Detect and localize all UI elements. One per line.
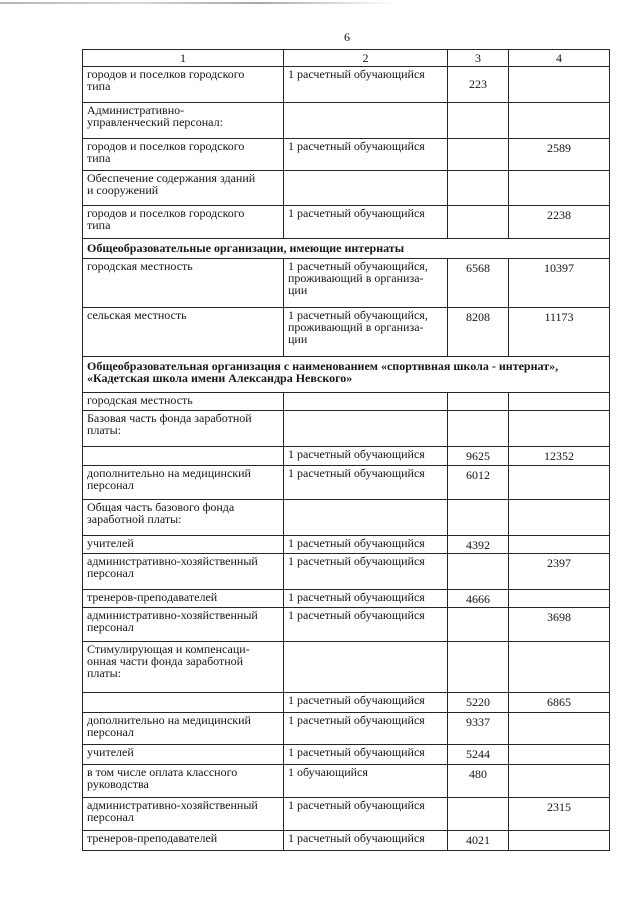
cell-unit xyxy=(284,393,448,411)
cell-unit: 1 расчетный обучающийся xyxy=(284,798,448,831)
cell-value-col4: 2397 xyxy=(509,554,610,590)
cell-value-col3: 5220 xyxy=(448,693,509,713)
cell-value-col4 xyxy=(509,500,610,536)
cell-category: учителей xyxy=(83,745,284,765)
cell-category: городов и поселков городского типа xyxy=(83,67,284,103)
table-row xyxy=(83,500,610,536)
cell-category xyxy=(83,693,284,713)
cell-value-col4 xyxy=(509,713,610,745)
cell-category: Обеспечение содержания зданий и сооружений xyxy=(83,171,284,206)
cell-unit: 1 обучающийся xyxy=(284,765,448,798)
cell-value-col3 xyxy=(448,411,509,447)
cell-value-col3: 8208 xyxy=(448,308,509,357)
scan-edge-artifact xyxy=(0,2,395,4)
cell-category: тренеров-преподавателей xyxy=(83,590,284,608)
cell-category: Базовая часть фонда заработной платы: xyxy=(83,411,284,447)
cell-value-col3 xyxy=(448,798,509,831)
column-number: 4 xyxy=(509,50,610,67)
cell-value-col3: 4392 xyxy=(448,536,509,554)
table-row xyxy=(83,447,610,466)
table-row xyxy=(83,608,610,642)
cell-value-col3 xyxy=(448,393,509,411)
table-row xyxy=(83,590,610,608)
cell-value-col3 xyxy=(448,171,509,206)
cell-category: административно-хозяйственный персонал xyxy=(83,608,284,642)
norms-table xyxy=(82,49,610,851)
cell-value-col3 xyxy=(448,500,509,536)
cell-value-col4 xyxy=(509,67,610,103)
cell-unit: 1 расчетный обучающийся xyxy=(284,139,448,171)
cell-value-col4 xyxy=(509,831,610,851)
cell-unit xyxy=(284,411,448,447)
cell-value-col3: 480 xyxy=(448,765,509,798)
table-row xyxy=(83,411,610,447)
table-row xyxy=(83,206,610,239)
cell-category: дополнительно на медицинский персонал xyxy=(83,466,284,500)
cell-unit: 1 расчетный обучающийся xyxy=(284,466,448,500)
cell-unit: 1 расчетный обучающийся xyxy=(284,831,448,851)
cell-value-col4 xyxy=(509,411,610,447)
cell-value-col3 xyxy=(448,642,509,693)
cell-unit: 1 расчетный обучающийся, проживающий в организа- ции xyxy=(284,259,448,308)
cell-category: городская местность xyxy=(83,259,284,308)
table-row xyxy=(83,393,610,411)
table-row xyxy=(83,693,610,713)
cell-value-col3 xyxy=(448,206,509,239)
cell-value-col4 xyxy=(509,536,610,554)
cell-unit: 1 расчетный обучающийся xyxy=(284,608,448,642)
cell-unit xyxy=(284,171,448,206)
table-row xyxy=(83,466,610,500)
cell-value-col3 xyxy=(448,608,509,642)
cell-category: учителей xyxy=(83,536,284,554)
cell-value-col4: 2589 xyxy=(509,139,610,171)
cell-value-col4 xyxy=(509,590,610,608)
cell-value-col4 xyxy=(509,171,610,206)
table-row xyxy=(83,536,610,554)
cell-unit: 1 расчетный обучающийся xyxy=(284,554,448,590)
section-title: Общеобразовательная организация с наименованием «спортивная школа - интернат», «Кадетская школа имени Александра Невского» xyxy=(83,357,610,393)
table-row xyxy=(83,745,610,765)
cell-unit: 1 расчетный обучающийся xyxy=(284,693,448,713)
cell-value-col4 xyxy=(509,393,610,411)
cell-unit: 1 расчетный обучающийся xyxy=(284,536,448,554)
cell-category: городов и поселков городского типа xyxy=(83,139,284,171)
section-header-row xyxy=(83,357,610,393)
cell-category: тренеров-преподавателей xyxy=(83,831,284,851)
cell-unit: 1 расчетный обучающийся xyxy=(284,713,448,745)
cell-category: дополнительно на медицинский персонал xyxy=(83,713,284,745)
cell-value-col3: 4021 xyxy=(448,831,509,851)
cell-value-col3: 5244 xyxy=(448,745,509,765)
cell-value-col3: 4666 xyxy=(448,590,509,608)
cell-category: Стимулирующая и компенсаци- онная части фонда заработной платы: xyxy=(83,642,284,693)
cell-value-col4: 2238 xyxy=(509,206,610,239)
column-number: 2 xyxy=(284,50,448,67)
column-number: 1 xyxy=(83,50,284,67)
cell-category: городская местность xyxy=(83,393,284,411)
cell-unit: 1 расчетный обучающийся xyxy=(284,590,448,608)
cell-value-col4: 10397 xyxy=(509,259,610,308)
cell-category: Общая часть базового фонда заработной платы: xyxy=(83,500,284,536)
cell-value-col4: 3698 xyxy=(509,608,610,642)
page-number: 6 xyxy=(344,30,350,44)
table-row xyxy=(83,308,610,357)
cell-category: Административно- управленческий персонал: xyxy=(83,103,284,139)
cell-unit: 1 расчетный обучающийся xyxy=(284,745,448,765)
table-row xyxy=(83,259,610,308)
table-row xyxy=(83,713,610,745)
cell-unit: 1 расчетный обучающийся xyxy=(284,67,448,103)
cell-category: сельская местность xyxy=(83,308,284,357)
cell-value-col4: 2315 xyxy=(509,798,610,831)
table-row xyxy=(83,67,610,103)
cell-unit xyxy=(284,103,448,139)
section-header-row xyxy=(83,239,610,259)
cell-value-col3 xyxy=(448,554,509,590)
cell-category: городов и поселков городского типа xyxy=(83,206,284,239)
cell-value-col4 xyxy=(509,103,610,139)
table-row xyxy=(83,171,610,206)
table-row xyxy=(83,765,610,798)
table-row xyxy=(83,798,610,831)
cell-unit: 1 расчетный обучающийся, проживающий в организа- ции xyxy=(284,308,448,357)
cell-value-col3: 6568 xyxy=(448,259,509,308)
table-row xyxy=(83,139,610,171)
cell-value-col3: 6012 xyxy=(448,466,509,500)
cell-value-col3 xyxy=(448,139,509,171)
table-row xyxy=(83,554,610,590)
cell-category: административно-хозяйственный персонал xyxy=(83,554,284,590)
cell-category: в том числе оплата классного руководства xyxy=(83,765,284,798)
cell-value-col4: 12352 xyxy=(509,447,610,466)
cell-value-col3: 9625 xyxy=(448,447,509,466)
cell-value-col4 xyxy=(509,745,610,765)
cell-unit xyxy=(284,500,448,536)
table-row xyxy=(83,642,610,693)
cell-category xyxy=(83,447,284,466)
cell-unit: 1 расчетный обучающийся xyxy=(284,447,448,466)
cell-value-col4 xyxy=(509,642,610,693)
cell-value-col4 xyxy=(509,466,610,500)
cell-value-col4: 6865 xyxy=(509,693,610,713)
cell-value-col3 xyxy=(448,103,509,139)
cell-value-col4 xyxy=(509,765,610,798)
section-title: Общеобразовательные организации, имеющие интернаты xyxy=(83,239,610,259)
column-number-row xyxy=(83,50,610,67)
cell-value-col3: 9337 xyxy=(448,713,509,745)
cell-unit: 1 расчетный обучающийся xyxy=(284,206,448,239)
table-row xyxy=(83,831,610,851)
cell-unit xyxy=(284,642,448,693)
cell-value-col3: 223 xyxy=(448,67,509,103)
table-row xyxy=(83,103,610,139)
column-number: 3 xyxy=(448,50,509,67)
cell-value-col4: 11173 xyxy=(509,308,610,357)
cell-category: административно-хозяйственный персонал xyxy=(83,798,284,831)
